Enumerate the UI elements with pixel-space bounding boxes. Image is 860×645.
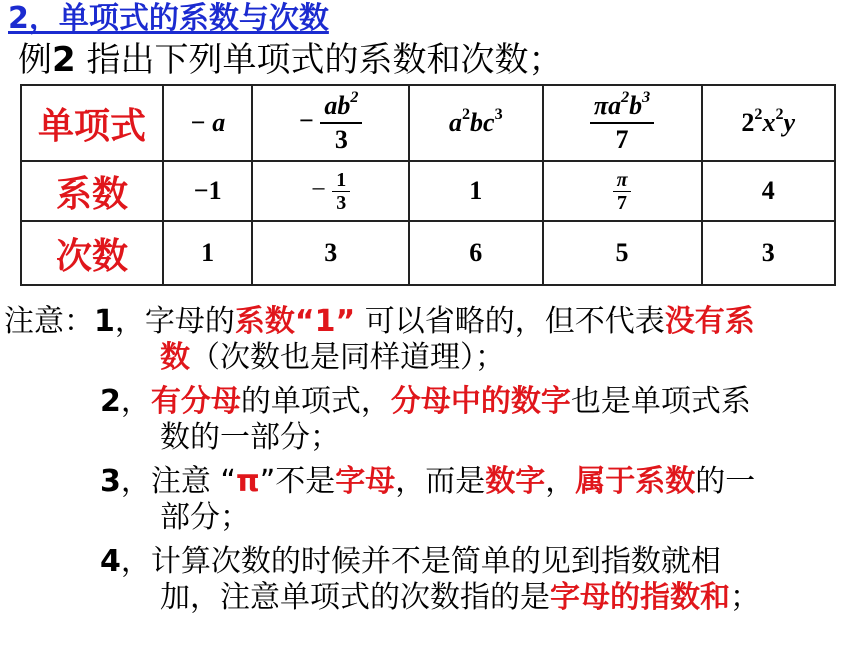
note-3-sep: ， — [120, 464, 151, 499]
monomial-5-x: x — [762, 108, 776, 137]
note-4-highlight-exponent-sum: 字母的指数和 — [550, 580, 730, 615]
monomial-2-fraction — [320, 90, 362, 156]
note-3-line-1 — [100, 464, 755, 500]
notes-label: 注意： — [4, 304, 94, 339]
note-4-text-cont: 加，注意单项式的次数指的是 — [160, 580, 550, 615]
note-2-sep: ， — [120, 384, 151, 419]
monomial-4-pi: π — [593, 91, 609, 120]
coefficient-3: 1 — [409, 161, 542, 221]
coefficient-2-fraction — [332, 169, 350, 214]
degree-3: 6 — [409, 221, 542, 285]
note-1-text-a: 字母的 — [144, 304, 235, 339]
monomial-4-a-exp: 2 — [621, 88, 630, 106]
note-2-text-cont: 数的一部分； — [160, 420, 340, 455]
monomial-3-a: a — [448, 108, 462, 137]
note-2-line-2 — [160, 420, 340, 456]
monomial-2-numerator — [320, 90, 362, 124]
coefficient-5: 4 — [702, 161, 835, 221]
degree-5: 3 — [702, 221, 835, 285]
row-header-coefficient: 系数 — [21, 161, 163, 221]
note-3-number: 3 — [100, 464, 121, 499]
monomial-3-bc: bc — [470, 108, 495, 137]
row-header-degree: 次数 — [21, 221, 163, 285]
note-3-text-c: ”不是 — [259, 464, 336, 499]
note-1-number: 1 — [94, 304, 115, 339]
monomial-5-two-exp: 2 — [754, 105, 763, 123]
note-1-line-1 — [4, 304, 755, 340]
monomial-2-sign: − — [299, 105, 314, 135]
note-1-highlight-cont: 数 — [160, 340, 190, 375]
monomial-4-b-exp: 3 — [642, 88, 651, 106]
note-3-text-e: ，而是 — [395, 464, 486, 499]
example-text: 指出下列单项式的系数和次数； — [75, 40, 563, 80]
table-row-degrees — [21, 221, 835, 285]
monomial-table — [20, 84, 836, 286]
note-1-highlight-no-coefficient: 没有系 — [664, 304, 755, 339]
monomial-5-two: 2 — [741, 108, 755, 137]
coefficient-1: −1 — [163, 161, 252, 221]
example-heading — [18, 40, 562, 80]
row-header-monomial: 单项式 — [21, 85, 163, 161]
note-2-text-b: 的单项式， — [240, 384, 391, 419]
monomial-2-denominator: 3 — [334, 125, 348, 154]
coefficient-2-denominator: 3 — [336, 191, 347, 214]
monomial-4-denominator: 7 — [615, 125, 629, 154]
note-2-highlight-digits: 分母中的数字 — [390, 384, 571, 419]
coefficient-2-numerator: 1 — [332, 169, 350, 192]
note-3-highlight-number: 数字 — [485, 464, 546, 499]
note-1-line-2 — [160, 340, 505, 376]
note-3-line-2 — [160, 500, 250, 536]
monomial-5 — [702, 85, 835, 161]
note-2-text-d: 也是单项式系 — [570, 384, 751, 419]
coefficient-4-numerator: π — [613, 169, 632, 192]
note-4-text-end: ； — [730, 580, 760, 615]
note-2-highlight-denominator: 有分母 — [150, 384, 241, 419]
monomial-2-num-exp: 2 — [350, 88, 359, 106]
note-2-line-1 — [100, 384, 751, 420]
coefficient-2 — [252, 161, 409, 221]
note-2-number: 2 — [100, 384, 121, 419]
monomial-4-b: b — [629, 91, 643, 120]
monomial-3-c-exp: 3 — [494, 105, 503, 123]
table-row-monomials — [21, 85, 835, 161]
note-4-line-2 — [160, 580, 760, 616]
section-title: 2，单项式的系数与次数 — [8, 1, 329, 36]
example-number: 2 — [52, 40, 76, 80]
coefficient-2-sign: − — [311, 173, 326, 203]
note-4-text-a: 计算次数的时候并不是简单的见到指数就相 — [150, 544, 721, 579]
note-1-highlight-coefficient-one: 系数“1” — [234, 304, 356, 339]
note-3-text-cont: 部分； — [160, 500, 250, 535]
coefficient-4-fraction — [613, 169, 632, 214]
monomial-1-text: − a — [190, 108, 226, 137]
monomial-5-x-exp: 2 — [775, 105, 784, 123]
note-4-number: 4 — [100, 544, 121, 579]
table-row-coefficients — [21, 161, 835, 221]
monomial-2 — [252, 85, 409, 161]
monomial-4 — [543, 85, 702, 161]
monomial-1 — [163, 85, 252, 161]
monomial-3 — [409, 85, 542, 161]
example-prefix: 例 — [18, 40, 52, 80]
note-1-sep: ， — [114, 304, 145, 339]
note-4-sep: ， — [120, 544, 151, 579]
degree-1: 1 — [163, 221, 252, 285]
monomial-4-fraction — [590, 90, 654, 156]
note-3-highlight-letter: 字母 — [335, 464, 396, 499]
note-1-text-c: 可以省略的，但不代表 — [355, 304, 665, 339]
note-3-text-a: 注意 “ — [150, 464, 236, 499]
note-3-text-g: ， — [545, 464, 576, 499]
monomial-2-num-base: ab — [324, 91, 351, 120]
note-1-text-cont: （次数也是同样道理）； — [190, 340, 505, 375]
degree-4: 5 — [543, 221, 702, 285]
note-3-text-i: 的一 — [695, 464, 756, 499]
coefficient-4 — [543, 161, 702, 221]
note-3-highlight-pi: π — [235, 464, 260, 499]
monomial-3-a-exp: 2 — [461, 105, 471, 123]
degree-2: 3 — [252, 221, 409, 285]
coefficient-4-denominator: 7 — [617, 191, 628, 214]
note-4-line-1 — [100, 544, 721, 580]
monomial-5-y: y — [783, 108, 796, 137]
monomial-4-numerator — [590, 90, 654, 124]
note-3-highlight-coefficient: 属于系数 — [575, 464, 696, 499]
monomial-4-a: a — [608, 91, 622, 120]
